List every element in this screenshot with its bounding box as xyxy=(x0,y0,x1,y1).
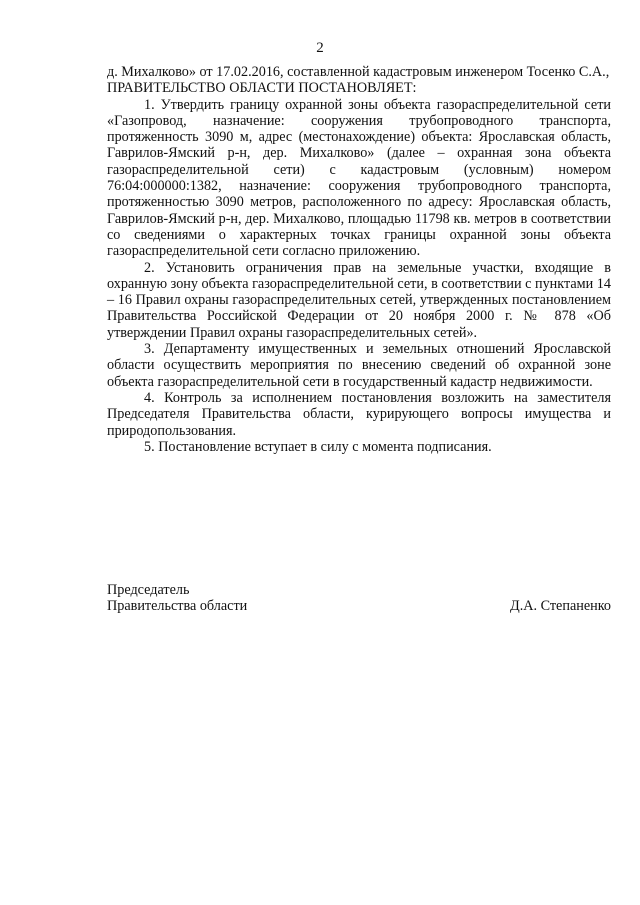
clause-4: 4. Контроль за исполнением постановления возложить на заместителя Председателя Правительства области, курирующего вопросы имущества и природопользования. xyxy=(107,389,611,439)
clause-3: 3. Департаменту имущественных и земельных отношений Ярославской области осуществить мероприятия по внесению сведений об охранной зоне объекта газораспределительной сети в государственный кадастр недвижимости. xyxy=(107,341,611,390)
document-body xyxy=(107,64,611,455)
intro-paragraph: д. Михалково» от 17.02.2016, составленной кадастровым инженером Тосенко С.А., xyxy=(107,64,610,80)
page-number: 2 xyxy=(316,40,324,56)
clause-2: 2. Установить ограничения прав на земельные участки, входящие в охранную зону объекта газораспределительной сети, в соответствии с пунктами 14 – 16 Правил охраны газораспределительных сетей, утвержденных постановлением Правительства Российской Федерации от 20 ноября 2000 г. № 878 «Об утверждении Правил охраны газораспределительных сетей». xyxy=(107,259,611,341)
clause-1: 1. Утвердить границу охранной зоны объекта газораспределительной сети «Газопровод, назначение: сооружения трубопроводного транспорта, протяженность 3090 м, адрес (местонахождение) объекта: Ярославская область, Гаврилов-Ямский р-н, дер. Михалково» (далее – охранная зона объекта газораспределительной сети) с кадастровым (условным) номером 76:04:000000:1382, назначение: сооружения трубопроводного транспорта, протяженностью 3090 метров, расположенного по адресу: Ярославская область, Гаврилов-Ямский р-н, дер. Михалково, площадью 11798 кв. метров в соответствии со сведениями о характерных точках границы охранной зоны объекта газораспределительной сети согласно приложению. xyxy=(107,96,611,260)
resolution-heading: ПРАВИТЕЛЬСТВО ОБЛАСТИ ПОСТАНОВЛЯЕТ: xyxy=(107,80,417,97)
signature-block xyxy=(107,582,611,615)
clause-5: 5. Постановление вступает в силу с момента подписания. xyxy=(144,438,492,455)
signature-row xyxy=(107,598,611,614)
signatory-name: Д.А. Степаненко xyxy=(510,598,611,615)
signatory-title-line-2: Правительства области xyxy=(107,598,248,615)
signatory-title-line-1: Председатель xyxy=(107,582,190,598)
